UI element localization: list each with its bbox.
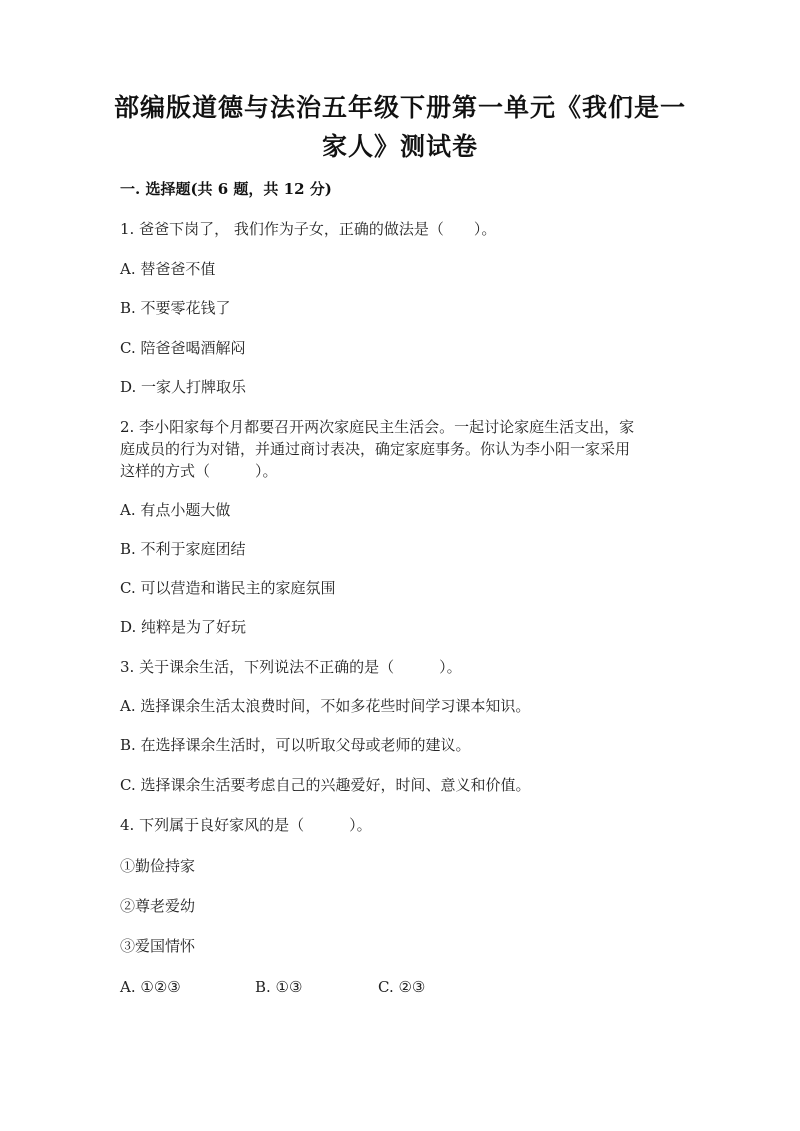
question-1-stem: 1. 爸爸下岗了， 我们作为子女，正确的做法是（ ）。 — [120, 220, 497, 238]
question-2-option-c: C. 可以营造和谐民主的家庭氛围 — [120, 579, 336, 597]
question-3-option-a: A. 选择课余生活太浪费时间，不如多花些时间学习课本知识。 — [120, 697, 531, 715]
question-1-option-a: A. 替爸爸不值 — [120, 260, 216, 278]
question-4-stem: 4. 下列属于良好家风的是（ ）。 — [120, 816, 372, 834]
question-2-option-d: D. 纯粹是为了好玩 — [120, 618, 247, 636]
question-4-item-3: ③爱国情怀 — [120, 937, 196, 955]
title-line-2: 家人》测试卷 — [321, 132, 478, 161]
question-4-item-2: ②尊老爱幼 — [120, 897, 196, 915]
section-heading: 一. 选择题(共 6 题，共 12 分) — [120, 180, 332, 198]
question-3-stem: 3. 关于课余生活，下列说法不正确的是（ ）。 — [120, 658, 462, 676]
question-4-option-a: A. ①②③ — [120, 978, 181, 996]
title-line-1: 部编版道德与法治五年级下册第一单元《我们是一 — [113, 93, 686, 122]
question-2-stem-line-2: 庭成员的行为对错，并通过商讨表决，确定家庭事务。你认为李小阳一家采用 — [120, 440, 631, 458]
question-1-option-d: D. 一家人打牌取乐 — [120, 378, 247, 396]
question-1-option-b: B. 不要零花钱了 — [120, 299, 231, 317]
question-1-option-c: C. 陪爸爸喝酒解闷 — [120, 339, 246, 357]
page-title — [110, 88, 690, 166]
question-3-option-b: B. 在选择课余生活时，可以听取父母或老师的建议。 — [120, 736, 471, 754]
question-4-item-1: ①勤俭持家 — [120, 857, 196, 875]
question-2-option-a: A. 有点小题大做 — [120, 501, 231, 519]
question-2-stem-line-1: 2. 李小阳家每个月都要召开两次家庭民主生活会。一起讨论家庭生活支出，家 — [120, 418, 635, 436]
question-4-option-c: C. ②③ — [378, 978, 426, 996]
question-3-option-c: C. 选择课余生活要考虑自己的兴趣爱好，时间、意义和价值。 — [120, 776, 531, 794]
question-4-option-b: B. ①③ — [255, 978, 303, 996]
question-2-option-b: B. 不利于家庭团结 — [120, 540, 246, 558]
question-2-stem-line-3: 这样的方式（ ）。 — [120, 462, 278, 480]
